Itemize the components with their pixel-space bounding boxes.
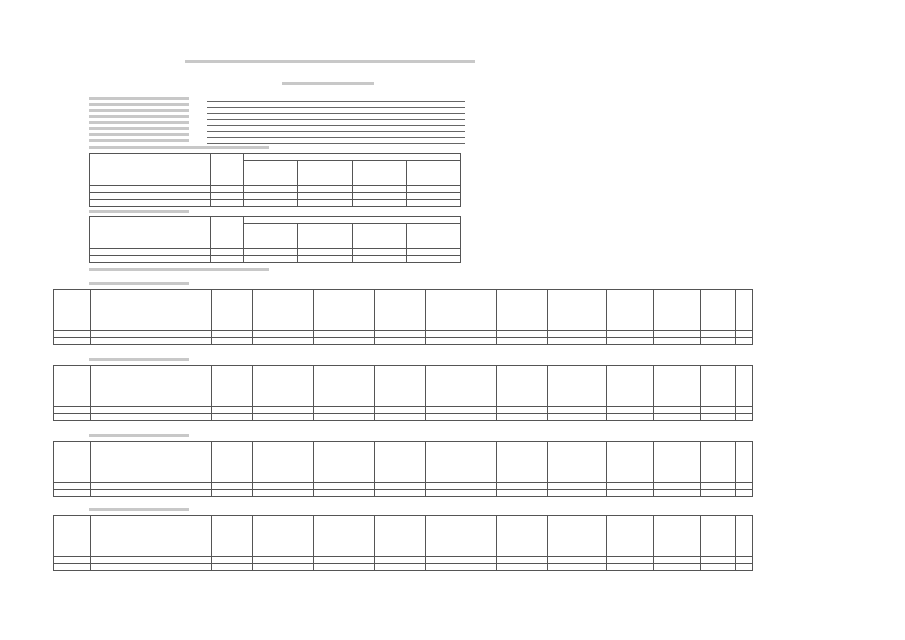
data-table [53, 289, 753, 345]
section-heading [89, 358, 189, 362]
field-row [89, 138, 465, 144]
section-heading [89, 210, 189, 214]
header-fields [89, 96, 465, 144]
data-table [53, 515, 753, 571]
document-title [185, 60, 475, 64]
section-heading [89, 282, 189, 286]
data-table [89, 216, 461, 263]
data-table [53, 441, 753, 497]
data-table [89, 153, 461, 207]
section-heading [89, 146, 269, 150]
section-heading [89, 508, 189, 512]
date-line [282, 82, 374, 86]
section-heading [89, 268, 269, 272]
data-table [53, 365, 753, 421]
section-heading [89, 434, 189, 438]
